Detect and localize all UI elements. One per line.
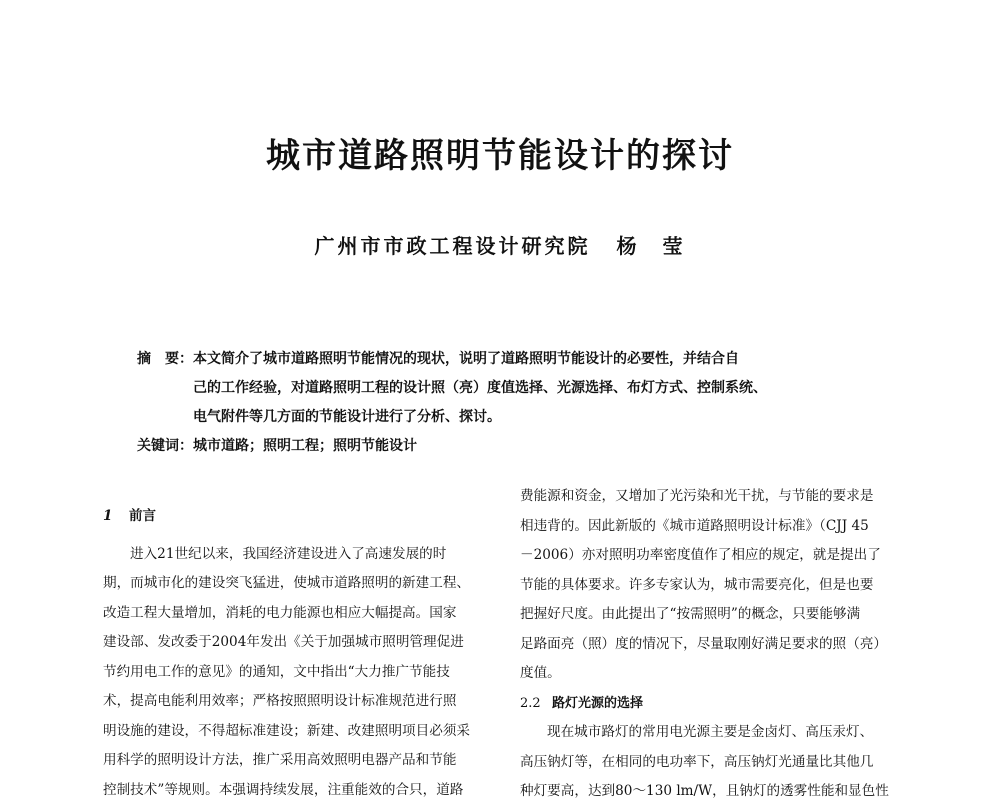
body-line: 相违背的。因此新版的《城市道路照明设计标准》（CJJ 45 [520,517,869,534]
body-line: 度值。 [520,665,561,681]
abstract-line: 己的工作经验，对道路照明工程的设计照（亮）度值选择、光源选择、布灯方式、控制系统、 [193,380,767,396]
keywords-label: 关键词： [137,438,193,454]
body-line: 期，而城市化的建设突飞猛进，使城市道路照明的新建工程、 [103,575,471,591]
body-line: 种灯要高，达到80～130 lm/W，且钠灯的透雾性能和显色性 [520,783,889,799]
body-line: 费能源和资金，又增加了光污染和光干扰，与节能的要求是 [520,488,874,504]
section-heading [103,502,488,532]
author-affiliation: 广州市市政工程设计研究院 [314,234,591,258]
author-line [0,230,1000,259]
paper-title: 城市道路照明节能设计的探讨 [266,136,734,176]
section-number: 1 [103,508,113,524]
body-line: 高压钠灯等，在相同的电功率下，高压钠灯光通量比其他几 [520,753,874,770]
body-line: －2006）亦对照明功率密度值作了相应的规定，就是提出了 [520,547,881,563]
section-title: 前言 [129,508,156,524]
body-line: 用科学的照明设计方法，推广采用高效照明电器产品和节能 [103,752,457,768]
abstract-label: 摘 要： [137,351,193,367]
subsection-heading [520,689,905,719]
abstract-line: 本文简介了城市道路照明节能情况的现状，说明了道路照明节能设计的必要性，并结合自 [193,351,739,367]
body-line: 明设施的建设，不得超标准建设；新建、改建照明项目必须采 [103,722,471,739]
body-line: 改造工程大量增加，消耗的电力能源也相应大幅提高。国家 [103,604,457,621]
keywords-text: 城市道路；照明工程；照明节能设计 [193,438,417,454]
subsection-title: 路灯光源的选择 [552,695,644,711]
abstract-line: 电气附件等几方面的节能设计进行了分析、探讨。 [193,409,501,425]
body-line: 建设部、发改委于2004年发出《关于加强城市照明管理促进 [103,634,464,650]
body-line: 节约用电工作的意见》的通知，文中指出“大力推广节能技 [103,663,450,680]
right-column [520,482,905,807]
body-line: 现在城市路灯的常用电光源主要是金卤灯、高压汞灯、 [547,724,874,740]
subsection-number: 2.2 [520,695,541,711]
body-line: 控制技术”等规则。本强调持续发展，注重能效的合只，道路 [103,781,464,798]
body-line: 术，提高电能利用效率；严格按照照明设计标准规范进行照 [103,693,457,709]
abstract-block [137,345,877,461]
author-name: 杨 莹 [616,234,686,258]
body-line: 节能的具体要求。许多专家认为，城市需要亮化，但是也要 [520,576,874,593]
body-line: 足路面亮（照）度的情况下，尽量取刚好满足要求的照（亮） [520,635,888,652]
body-line: 把握好尺度。由此提出了“按需照明”的概念，只要能够满 [520,606,861,622]
body-line: 进入21世纪以来，我国经济建设进入了高速发展的时 [130,545,447,562]
